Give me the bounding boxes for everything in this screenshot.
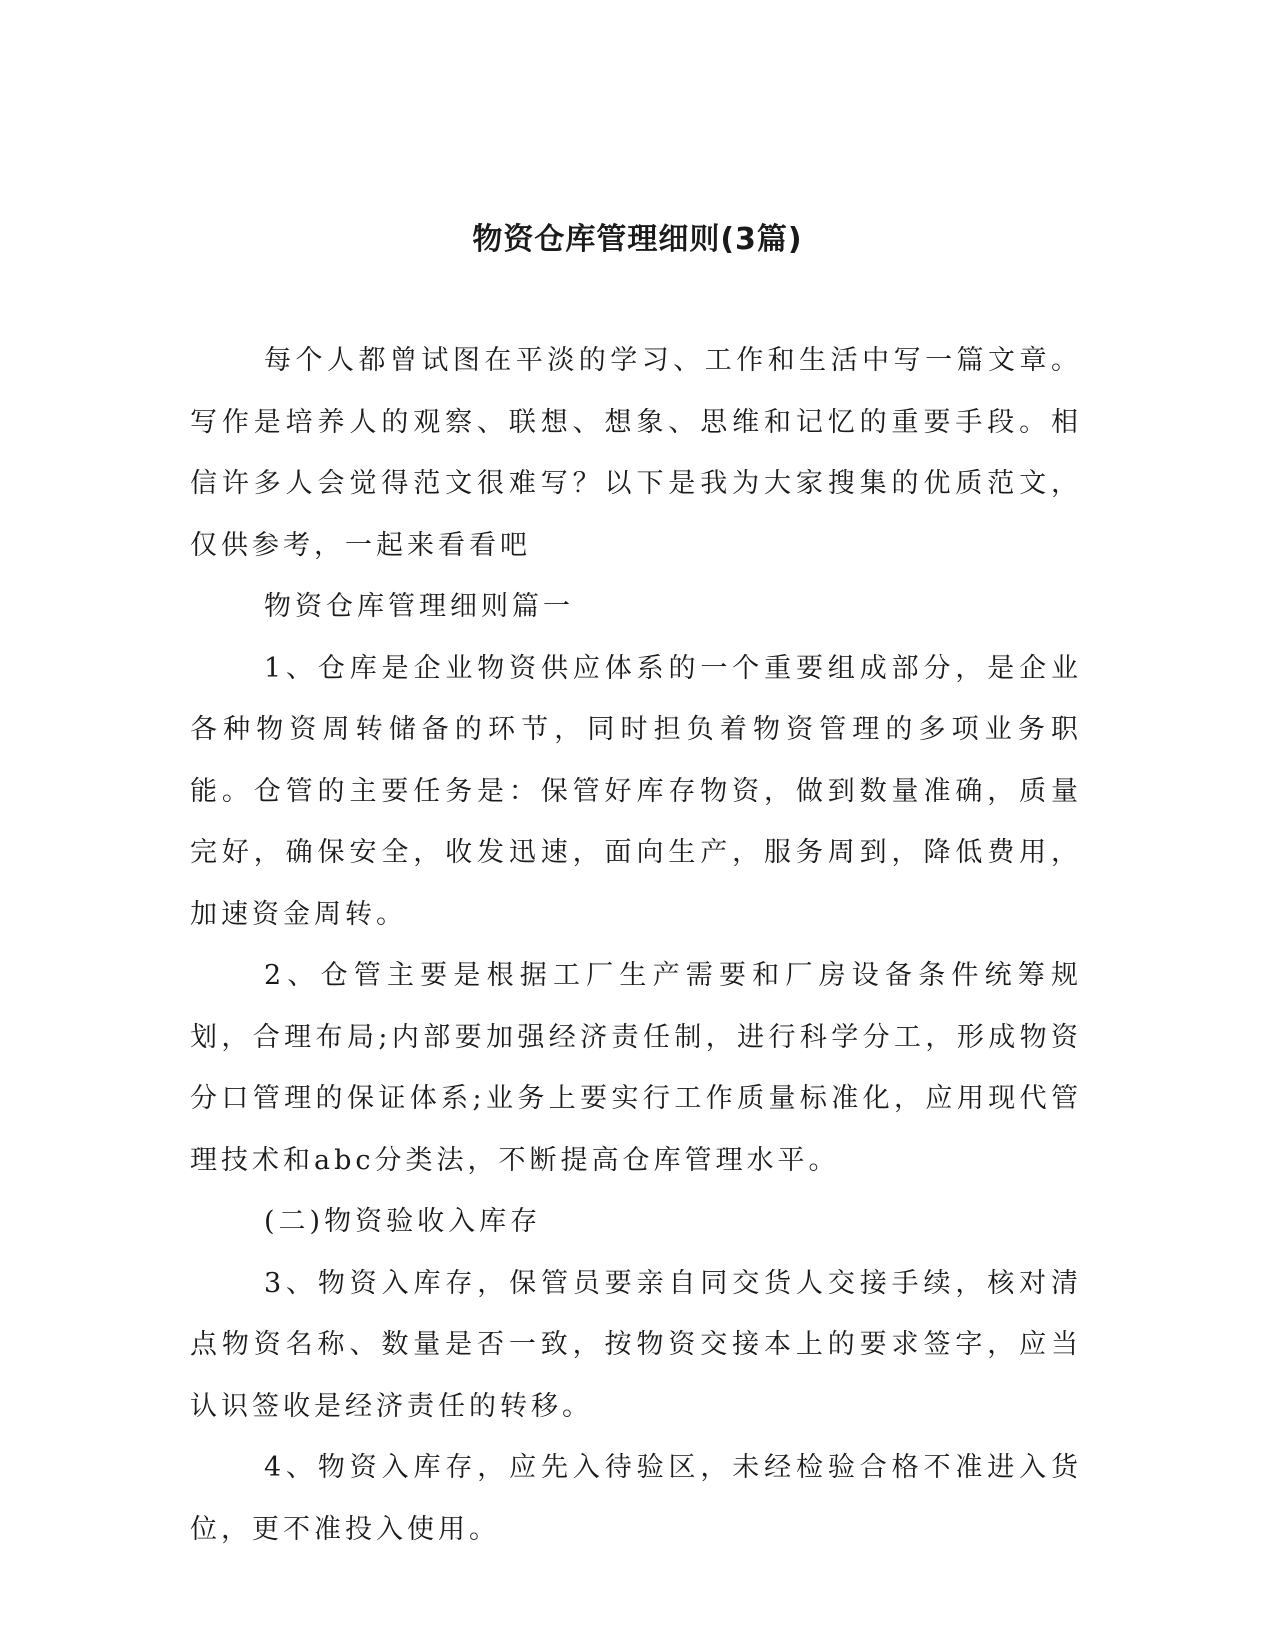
paragraph-item-3: 3、物资入库存，保管员要亲自同交货人交接手续，核对清点物资名称、数量是否一致，按物资交接本上的要求签字，应当认识签收是经济责任的转移。 [190, 1267, 1082, 1422]
intro-paragraph: 每个人都曾试图在平淡的学习、工作和生活中写一篇文章。写作是培养人的观察、联想、想象、思维和记忆的重要手段。相信许多人会觉得范文很难写？以下是我为大家搜集的优质范文，仅供参考，一起来看看吧 [190, 345, 1082, 561]
document-title: 物资仓库管理细则(3篇) [472, 222, 803, 257]
section-heading: 物资仓库管理细则篇一 [264, 591, 574, 622]
paragraph-item-1: 1、仓库是企业物资供应体系的一个重要组成部分，是企业各种物资周转储备的环节，同时担负着物资管理的多项业务职能。仓管的主要任务是：保管好库存物资，做到数量准确，质量完好，确保安全，收发迅速，面向生产，服务周到，降低费用，加速资金周转。 [190, 652, 1082, 930]
paragraph-item-4: 4、物资入库存，应先入待验区，未经检验合格不准进入货位，更不准投入使用。 [190, 1452, 1082, 1545]
paragraph-item-2: 2、仓管主要是根据工厂生产需要和厂房设备条件统筹规划，合理布局;内部要加强经济责任制，进行科学分工，形成物资分口管理的保证体系;业务上要实行工作质量标准化，应用现代管理技术和abc分类法，不断提高仓库管理水平。 [190, 960, 1082, 1176]
subsection-heading: (二)物资验收入库存 [264, 1206, 542, 1237]
document-body [190, 330, 1082, 1560]
